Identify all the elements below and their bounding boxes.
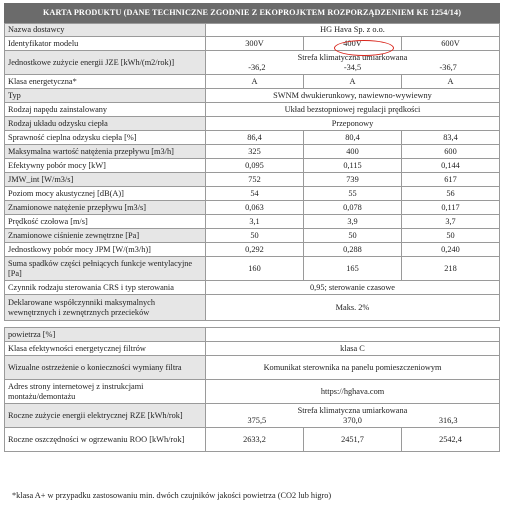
span-cell: 0,95; sterowanie czasowe [206, 281, 500, 295]
row-label: Identyfikator modelu [5, 37, 206, 51]
value-cell: 55 [304, 187, 402, 201]
row-label: Nazwa dostawcy [5, 24, 206, 37]
row-label: Maksymalna wartość natężenia przepływu [m3/h] [5, 145, 206, 159]
row-label: Jednostkowe zużycie energii JZE [kWh/(m2/rok)] [5, 51, 206, 75]
value-cell: 375,5 [247, 415, 267, 425]
value-cell: -36,2 [248, 62, 266, 72]
table-row [5, 89, 500, 103]
value-cell: 83,4 [402, 131, 500, 145]
value-cell: 218 [402, 257, 500, 281]
row-label: Klasa efektywności energetycznej filtrów [5, 342, 206, 356]
card-title: KARTA PRODUKTU (DANE TECHNICZNE ZGODNIE Z EKOPROJKTEM ROZPORZĄDZENIEM KE 1254/14) [4, 3, 500, 23]
value-cell: 2542,4 [402, 428, 500, 452]
value-cell: 160 [206, 257, 304, 281]
span-cell: Przeponowy [206, 117, 500, 131]
table-row [5, 229, 500, 243]
row-label: Poziom mocy akustycznej [dB(A)] [5, 187, 206, 201]
value-cell: 617 [402, 173, 500, 187]
row-label: Typ [5, 89, 206, 103]
row-label: Prędkość czołowa [m/s] [5, 215, 206, 229]
value-cell: 3,1 [206, 215, 304, 229]
span-cell: klasa C [206, 342, 500, 356]
value-cell: A [402, 75, 500, 89]
value-cell: 0,144 [402, 159, 500, 173]
table-row [5, 103, 500, 117]
table-row [5, 159, 500, 173]
span-cell: Maks. 2% [206, 295, 500, 321]
table-row [5, 117, 500, 131]
row-label: Suma spadków części pełniących funkcje wentylacyjne [Pa] [5, 257, 206, 281]
value-cell: 2451,7 [304, 428, 402, 452]
table-row [5, 328, 500, 342]
table-row [5, 173, 500, 187]
span-cell: HG Hava Sp. z o.o. [206, 24, 500, 37]
value-cell: 3,9 [304, 215, 402, 229]
row-label: Deklarowane współczynniki maksymalnych wewnętrznych i zewnętrznych przecieków [5, 295, 206, 321]
value-cell: 600V [402, 37, 500, 51]
value-cell: 400 [304, 145, 402, 159]
value-cell: 600 [402, 145, 500, 159]
value-cell: 165 [304, 257, 402, 281]
value-cell: 370,0 [343, 415, 362, 425]
climate-zone-label: Strefa klimatyczna umiarkowana [297, 405, 408, 415]
table-row [5, 281, 500, 295]
table-row [5, 243, 500, 257]
row-label: Czynnik rodzaju sterowania CRS i typ sterowania [5, 281, 206, 295]
row-label: JMW_int [W/m3/s] [5, 173, 206, 187]
value-cell: 50 [206, 229, 304, 243]
table-row [5, 201, 500, 215]
row-label: Roczne zużycie energii elektrycznej RZE [kWh/rok] [5, 404, 206, 428]
value-cell: 739 [304, 173, 402, 187]
climate-zone-label: Strefa klimatyczna umiarkowana [297, 52, 408, 62]
row-label: Efektywny pobór mocy [kW] [5, 159, 206, 173]
value-cell: 0,078 [304, 201, 402, 215]
value-cell: -34,5 [343, 62, 362, 72]
table-row [5, 51, 500, 75]
table-row [5, 187, 500, 201]
span-cell [206, 328, 500, 342]
value-cell: 316,3 [438, 415, 458, 425]
value-cell: A [304, 75, 402, 89]
table-row [5, 356, 500, 380]
footnote: *klasa A+ w przypadku zastosowaniu min. dwóch czujników jakości powietrza (CO2 lub higro) [12, 491, 332, 500]
span-cell: https://hghava.com [206, 380, 500, 404]
table-row [5, 257, 500, 281]
row-label: Znamionowe ciśnienie zewnętrzne [Pa] [5, 229, 206, 243]
value-cell: 86,4 [206, 131, 304, 145]
table-row [5, 145, 500, 159]
value-cell: 0,117 [402, 201, 500, 215]
product-card [4, 3, 500, 452]
table-row [5, 404, 500, 428]
row-label: Rodzaj napędu zainstalowany [5, 103, 206, 117]
row-label: powietrza [%] [5, 328, 206, 342]
value-cell: 50 [304, 229, 402, 243]
value-cell: 2633,2 [206, 428, 304, 452]
value-cell: 0,240 [402, 243, 500, 257]
table-row [5, 37, 500, 51]
value-cell: 50 [402, 229, 500, 243]
span-cell: Układ bezstopniowej regulacji prędkości [206, 103, 500, 117]
table-row [5, 342, 500, 356]
span-cell: Komunikat sterownika na panelu pomieszczeniowym [206, 356, 500, 380]
value-cell: 54 [206, 187, 304, 201]
row-label: Klasa energetyczna* [5, 75, 206, 89]
row-label: Roczne oszczędności w ogrzewaniu ROO [kWh/rok] [5, 428, 206, 452]
highlight-circle [334, 40, 394, 56]
span-cell: SWNM dwukierunkowy, nawiewno-wywiewny [206, 89, 500, 103]
table-row [5, 215, 500, 229]
spec-table-1 [4, 23, 500, 321]
value-cell: 0,115 [304, 159, 402, 173]
row-label: Adres strony internetowej z instrukcjami montażu/demontażu [5, 380, 206, 404]
value-cell: 300V [206, 37, 304, 51]
value-cell: 325 [206, 145, 304, 159]
value-cell: 3,7 [402, 215, 500, 229]
value-cell: A [206, 75, 304, 89]
value-cell: 80,4 [304, 131, 402, 145]
value-cell: 752 [206, 173, 304, 187]
table-row [5, 24, 500, 37]
row-label: Rodzaj układu odzysku ciepła [5, 117, 206, 131]
value-cell: 56 [402, 187, 500, 201]
table-row [5, 428, 500, 452]
value-cell: 0,095 [206, 159, 304, 173]
row-label: Wizualne ostrzeżenie o konieczności wymiany filtra [5, 356, 206, 380]
value-cell: -36,7 [439, 62, 457, 72]
table-row [5, 131, 500, 145]
row-label: Sprawność cieplna odzysku ciepła [%] [5, 131, 206, 145]
table-row [5, 295, 500, 321]
table-row [5, 380, 500, 404]
value-cell: 0,292 [206, 243, 304, 257]
value-cell: 0,288 [304, 243, 402, 257]
row-label: Znamionowe natężenie przepływu [m3/s] [5, 201, 206, 215]
value-cell: 400V [304, 37, 402, 51]
row-label: Jednostkowy pobór mocy JPM [W/(m3/h)] [5, 243, 206, 257]
table-row [5, 75, 500, 89]
spec-table-2 [4, 327, 500, 452]
value-cell: 0,063 [206, 201, 304, 215]
